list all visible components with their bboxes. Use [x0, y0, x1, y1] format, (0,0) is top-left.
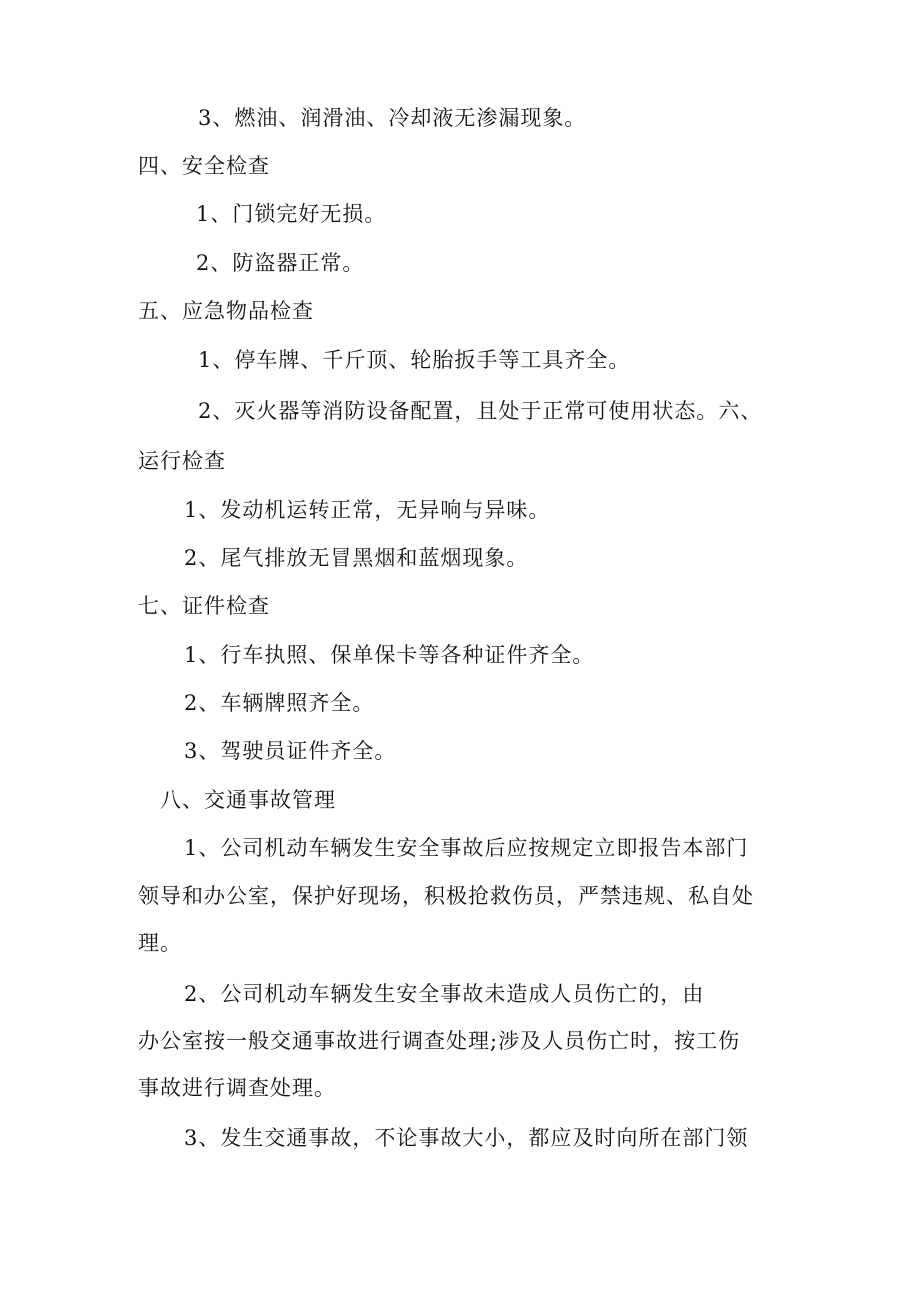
text-line: 3、燃油、润滑油、冷却液无渗漏现象。: [198, 106, 587, 130]
section-heading: 运行检查: [138, 449, 226, 473]
text-line: 领导和办公室，保护好现场，积极抢救伤员，严禁违规、私自处: [138, 884, 754, 908]
text-line: 2、车辆牌照齐全。: [184, 691, 375, 715]
section-heading: 七、证件检查: [138, 594, 270, 618]
text-line: 2、防盗器正常。: [196, 251, 365, 275]
text-line: 事故进行调查处理。: [138, 1076, 336, 1100]
text-line: 3、发生交通事故，不论事故大小，都应及时向所在部门领: [184, 1126, 749, 1150]
text-line: 办公室按一般交通事故进行调查处理;涉及人员伤亡时，按工伤: [138, 1029, 741, 1053]
text-line: 理。: [138, 931, 182, 955]
section-heading: 八、交通事故管理: [160, 788, 336, 812]
text-line: 1、行车执照、保单保卡等各种证件齐全。: [184, 643, 595, 667]
text-line: 3、驾驶员证件齐全。: [184, 739, 397, 763]
text-line: 2、公司机动车辆发生安全事故未造成人员伤亡的，由: [184, 982, 705, 1006]
section-heading: 四、安全检查: [138, 154, 270, 178]
text-line: 2、灭火器等消防设备配置，且处于正常可使用状态。六、: [198, 399, 763, 423]
text-line: 1、停车牌、千斤顶、轮胎扳手等工具齐全。: [198, 348, 631, 372]
text-line: 1、发动机运转正常，无异响与异味。: [184, 498, 551, 522]
section-heading: 五、应急物品检查: [138, 299, 314, 323]
text-line: 2、尾气排放无冒黑烟和蓝烟现象。: [184, 546, 529, 570]
text-line: 1、公司机动车辆发生安全事故后应按规定立即报告本部门: [184, 836, 749, 860]
text-line: 1、门锁完好无损。: [196, 202, 387, 226]
